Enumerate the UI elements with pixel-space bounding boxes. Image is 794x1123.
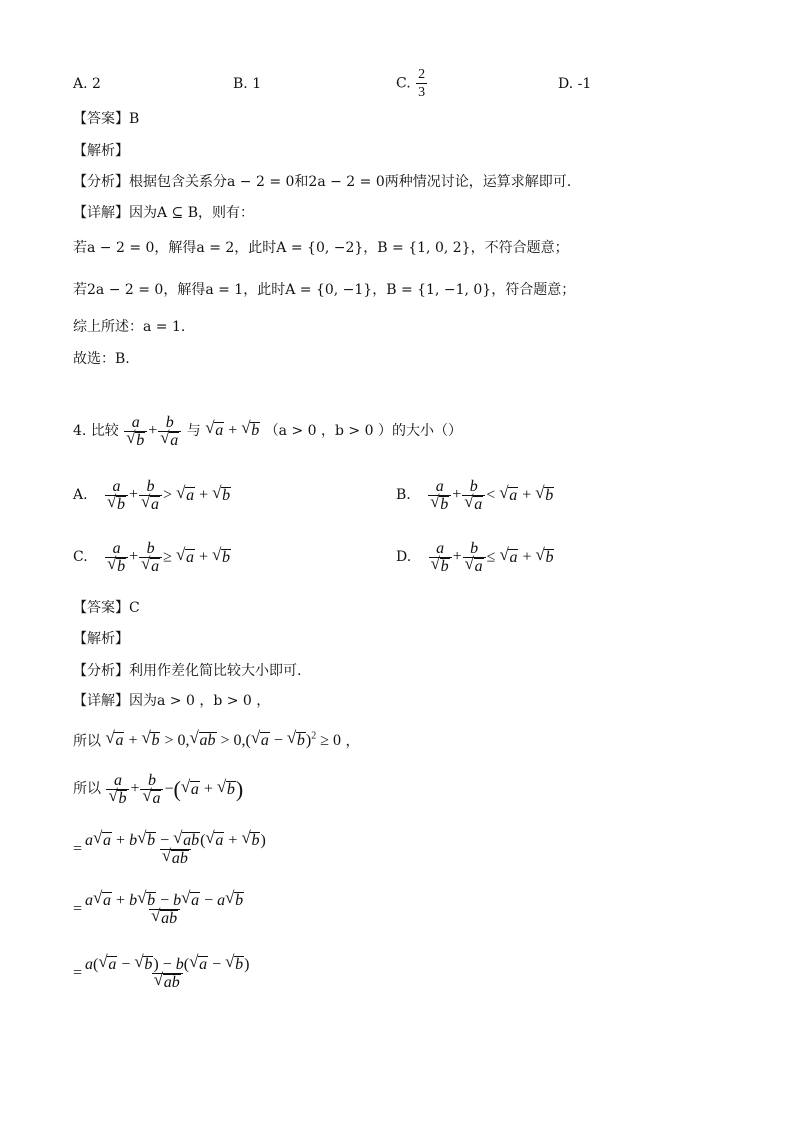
q3-option-a: A. 2 <box>73 76 101 92</box>
q3-option-b: B. 1 <box>233 76 262 92</box>
q4-option-c: C. a √ b + b √ a ≥ √ a + √ b <box>73 540 231 575</box>
q3-analysis-title: 【解析】 <box>73 143 129 159</box>
q4-option-b: B. a √ b + b √ a < √ a + √ b <box>396 478 554 513</box>
q3-option-d: D. -1 <box>558 76 592 92</box>
q4-detail: 【详解】因为a > 0 ，b > 0 ， <box>73 693 271 709</box>
q3-detail: 【详解】因为A ⊆ B，则有： <box>73 205 255 221</box>
q4-hint: 【分析】利用作差化简比较大小即可. <box>73 663 302 679</box>
q3-choose: 故选：B. <box>73 351 130 367</box>
q3-case-2: 若2a − 2 = 0，解得a = 1，此时A = {0, −1}，B = {1, −1, 0}，符合题意； <box>73 282 576 298</box>
q3-hint: 【分析】根据包含关系分a − 2 = 0和2a − 2 = 0两种情况讨论，运算求解即可. <box>73 174 572 190</box>
q3-summary: 综上所述：a = 1. <box>73 319 186 335</box>
q3-answer: 【答案】B <box>73 111 140 127</box>
q4-step-fraction-2: = a√ a + b√ b − b√ a − a√ b √ ab <box>73 892 247 927</box>
q4-answer: 【答案】C <box>73 600 140 616</box>
q4-option-a: A. a √ b + b √ a > √ a + √ b <box>73 478 231 513</box>
q4-step-fraction-3: = a(√ a − √ b) − b(√ a − √ b) √ ab <box>73 956 252 991</box>
q4-stem: 4. 比较 a √ b + b √ a 与 √ a + √ b （a > 0 ，b > 0 ）的大小（） <box>73 414 462 449</box>
q3-case-1: 若a − 2 = 0，解得a = 2，此时A = {0, −2}，B = {1, 0, 2}，不符合题意； <box>73 240 569 256</box>
q4-step-fraction-1: = a√ a + b√ b − √ ab(√ a + √ b) √ ab <box>73 832 269 867</box>
q3-option-c: C. $\frac{2}{3}$ <box>396 67 426 100</box>
q4-analysis-title: 【解析】 <box>73 631 129 647</box>
q4-option-d: D. a √ b + b √ a ≤ √ a + √ b <box>396 540 554 575</box>
q4-step-positive: 所以 √ a + √ b > 0,√ ab > 0,(√ a − √ b)$^2$ ≥ 0 ， <box>73 728 359 750</box>
q4-step-difference: 所以 a √ b + b √ a −(√ a + √ b) <box>73 772 243 807</box>
